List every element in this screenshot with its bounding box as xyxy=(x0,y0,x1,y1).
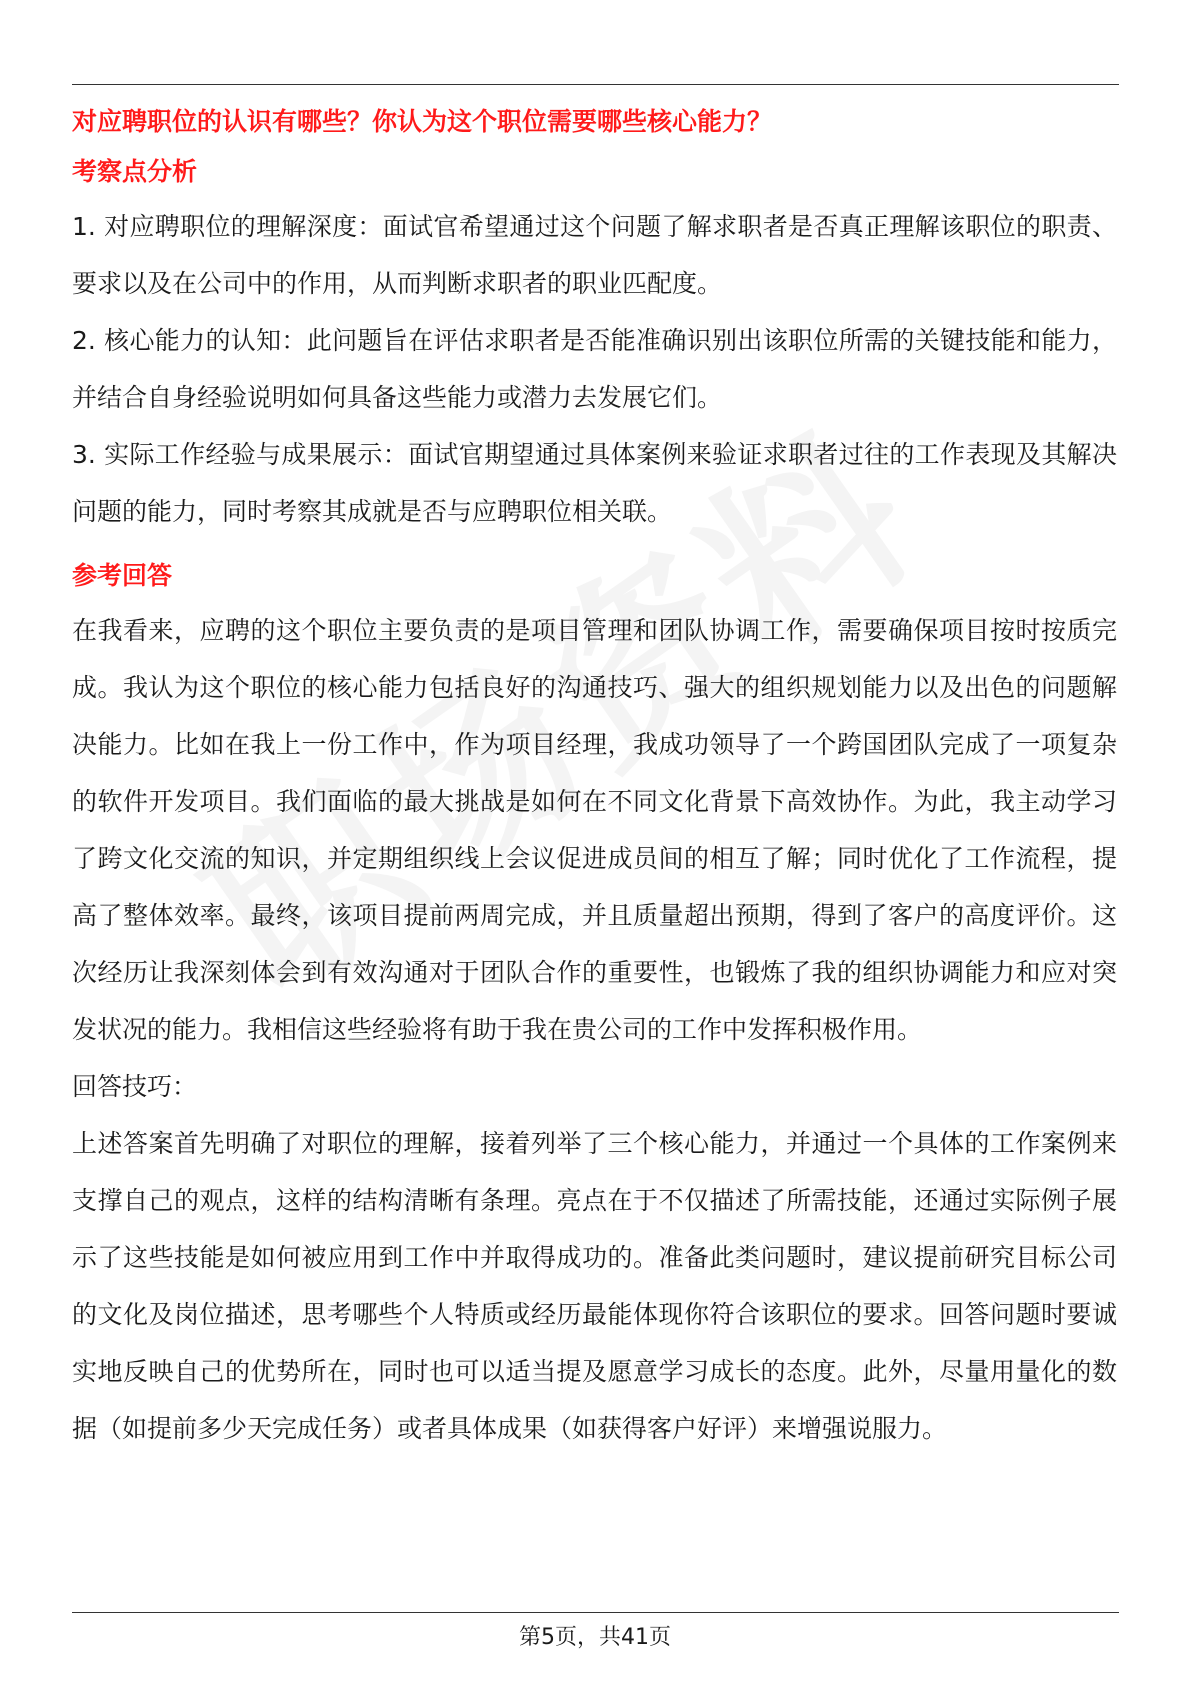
answer-section xyxy=(72,552,1117,1457)
tips-label: 回答技巧： xyxy=(72,1072,198,1101)
analysis-title: 考察点分析 xyxy=(72,157,198,186)
footer-rule xyxy=(72,1612,1119,1613)
analysis-point-3: 3. 实际工作经验与成果展示：面试官期望通过具体案例来验证求职者过往的工作表现及其解决问题的能力，同时考察其成就是否与应聘职位相关联。 xyxy=(72,440,1117,526)
analysis-point-2: 2. 核心能力的认知：此问题旨在评估求职者是否能准确识别出该职位所需的关键技能和能力，并结合自身经验说明如何具备这些能力或潜力去发展它们。 xyxy=(72,326,1117,412)
analysis-point-1: 1. 对应聘职位的理解深度：面试官希望通过这个问题了解求职者是否真正理解该职位的职责、要求以及在公司中的作用，从而判断求职者的职业匹配度。 xyxy=(72,212,1117,298)
tips-text: 上述答案首先明确了对职位的理解，接着列举了三个核心能力，并通过一个具体的工作案例来支撑自己的观点，这样的结构清晰有条理。亮点在于不仅描述了所需技能，还通过实际例子展示了这些技能是如何被应用到工作中并取得成功的。准备此类问题时，建议提前研究目标公司的文化及岗位描述，思考哪些个人特质或经历最能体现你符合该职位的要求。回答问题时要诚实地反映自己的优势所在，同时也可以适当提及愿意学习成长的态度。此外，尽量用量化的数据（如提前多少天完成任务）或者具体成果（如获得客户好评）来增强说服力。 xyxy=(72,1129,1117,1443)
answer-title: 参考回答 xyxy=(72,561,173,590)
page-number: 第5页，共41页 xyxy=(519,1625,671,1650)
answer-text: 在我看来，应聘的这个职位主要负责的是项目管理和团队协调工作，需要确保项目按时按质完成。我认为这个职位的核心能力包括良好的沟通技巧、强大的组织规划能力以及出色的问题解决能力。比如在我上一份工作中，作为项目经理，我成功领导了一个跨国团队完成了一项复杂的软件开发项目。我们面临的最大挑战是如何在不同文化背景下高效协作。为此，我主动学习了跨文化交流的知识，并定期组织线上会议促进成员间的相互了解；同时优化了工作流程，提高了整体效率。最终，该项目提前两周完成，并且质量超出预期，得到了客户的高度评价。这次经历让我深刻体会到有效沟通对于团队合作的重要性，也锻炼了我的组织协调能力和应对突发状况的能力。我相信这些经验将有助于我在贵公司的工作中发挥积极作用。 xyxy=(72,616,1117,1044)
header-rule xyxy=(72,84,1119,85)
question-heading: 对应聘职位的认识有哪些？你认为这个职位需要哪些核心能力？ xyxy=(72,107,773,136)
page-content xyxy=(72,98,1117,1457)
